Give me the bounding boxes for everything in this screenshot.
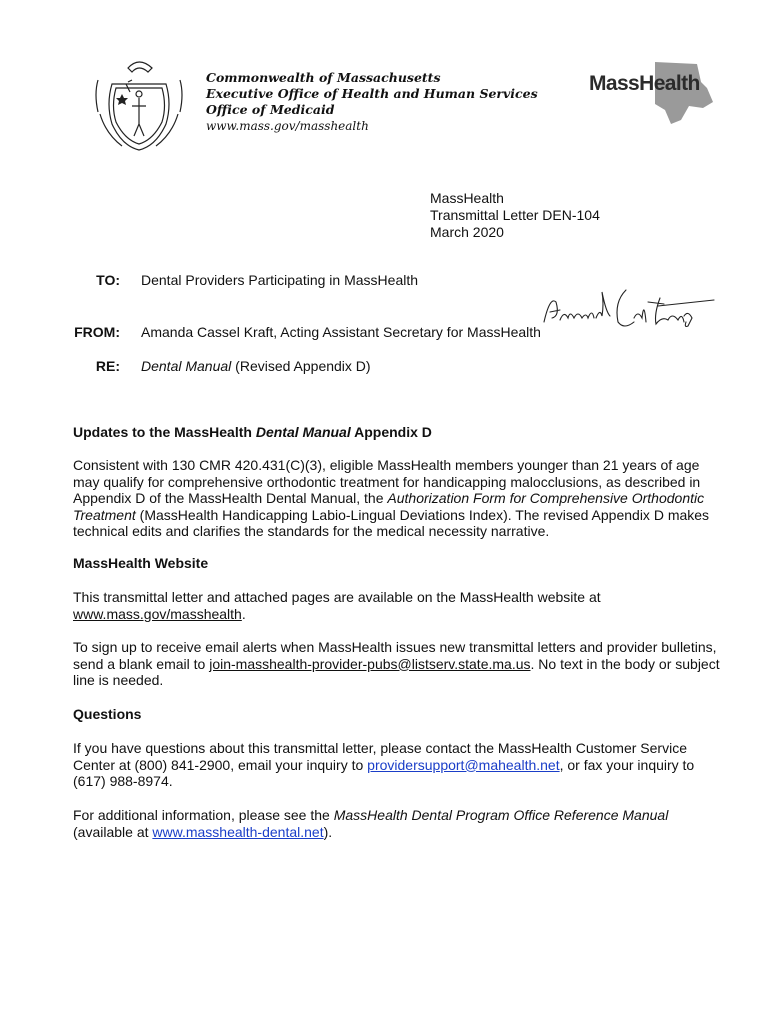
to-value: Dental Providers Participating in MassHealth xyxy=(141,272,419,288)
memo-re-row xyxy=(0,358,700,376)
website-p1-a: This transmittal letter and attached pages are available on the MassHealth website at xyxy=(73,589,601,605)
agency-line-1: Commonwealth of Massachusetts xyxy=(206,70,441,85)
questions-p2-c: ). xyxy=(323,823,333,840)
questions-paragraph-1 xyxy=(73,740,723,790)
section-updates-heading xyxy=(73,424,723,441)
heading-part-b: Appendix D xyxy=(350,424,432,440)
masshealth-logo-text: MassHealth xyxy=(589,72,700,95)
updates-text-italic: Authorization Form for Comprehensive Orthodontic Treatment xyxy=(73,490,705,523)
meta-line-1: MassHealth xyxy=(430,190,504,206)
website-paragraph-2 xyxy=(73,639,723,689)
updates-text-b: (MassHealth Handicapping Labio-Lingual Deviations Index). The revised Appendix D makes technical edits and clarifies the standards for the medical necessity narrative. xyxy=(73,506,710,540)
re-italic: Dental Manual xyxy=(141,358,232,374)
questions-p2-italic: MassHealth Dental Program Office Reference Manual xyxy=(333,807,669,823)
questions-p1-b: , or fax your inquiry to (617) 988-8974. xyxy=(73,756,695,790)
agency-url: www.mass.gov/masshealth xyxy=(206,119,369,133)
section-website-heading: MassHealth Website xyxy=(73,555,209,571)
to-label: TO: xyxy=(96,272,120,288)
updates-text-a: Consistent with 130 CMR 420.431(C)(3), eligible MassHealth members younger than 21 years of age may qualify for comprehensive orthodontic treatment for handicapping malocclusions, as described in Appendix D of the MassHealth Dental Manual, the xyxy=(73,457,701,507)
from-value: Amanda Cassel Kraft, Acting Assistant Secretary for MassHealth xyxy=(141,324,541,340)
masshealth-website-link[interactable]: www.mass.gov/masshealth xyxy=(73,605,242,622)
website-paragraph-1 xyxy=(73,589,723,622)
letter-meta xyxy=(430,190,600,241)
section-updates-paragraph xyxy=(73,457,723,540)
meta-line-3: March 2020 xyxy=(430,224,504,240)
masshealth-dental-link[interactable]: www.masshealth-dental.net xyxy=(152,823,324,840)
signature-icon xyxy=(538,282,718,338)
heading-part-a: Updates to the MassHealth xyxy=(73,424,256,440)
listserv-email-link[interactable]: join-masshealth-provider-pubs@listserv.state.ma.us xyxy=(209,655,531,672)
meta-line-2: Transmittal Letter DEN-104 xyxy=(430,207,600,223)
website-p2-b: . No text in the body or subject line is needed. xyxy=(73,655,720,689)
website-p2-a: To sign up to receive email alerts when MassHealth issues new transmittal letters and provider bulletins, send a blank email to xyxy=(73,639,717,672)
commonwealth-seal-icon xyxy=(92,54,186,154)
questions-p2-a: For additional information, please see the xyxy=(73,807,334,823)
from-label: FROM: xyxy=(74,324,120,340)
heading-italic: Dental Manual xyxy=(255,424,351,440)
agency-line-2: Executive Office of Health and Human Services xyxy=(206,86,538,101)
agency-line-3: Office of Medicaid xyxy=(206,102,335,117)
re-value xyxy=(141,358,371,375)
questions-paragraph-2 xyxy=(73,807,723,840)
provider-support-email-link[interactable]: providersupport@mahealth.net xyxy=(367,756,560,773)
agency-block xyxy=(206,70,538,134)
section-questions-heading: Questions xyxy=(73,706,142,722)
re-label: RE: xyxy=(95,358,120,374)
questions-p2-b: (available at xyxy=(73,823,153,840)
re-rest: (Revised Appendix D) xyxy=(231,358,371,374)
website-p1-b: . xyxy=(241,605,246,622)
questions-p1-a: If you have questions about this transmittal letter, please contact the MassHealth Customer Service Center at (800) 841-2900, email your inquiry to xyxy=(73,740,687,773)
